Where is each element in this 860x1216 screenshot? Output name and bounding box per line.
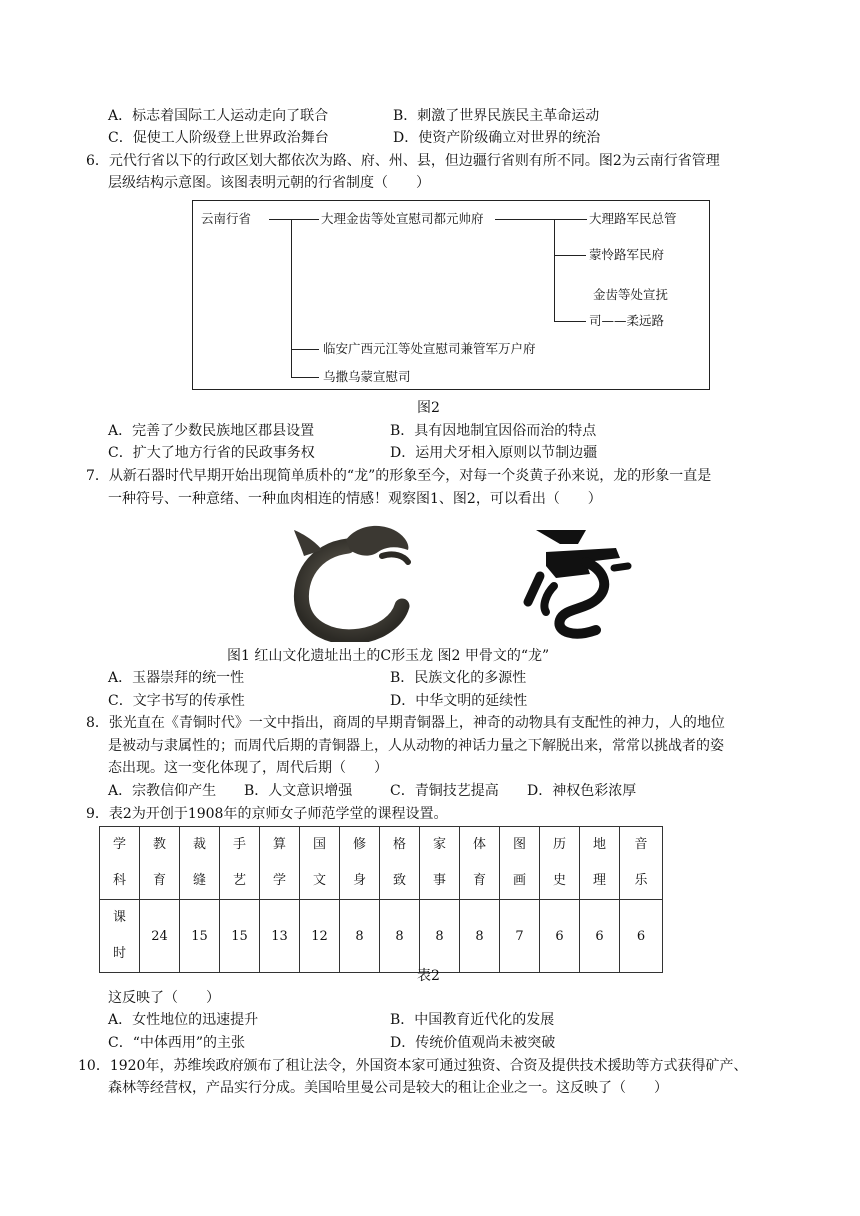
q6-option-c: C．扩大了地方行省的民政事务权 bbox=[108, 445, 315, 461]
table-header-cell: 国 文 bbox=[300, 827, 340, 900]
node-n1a: 大理路军民总管 bbox=[589, 211, 677, 226]
q10-stem-line1: 10．1920年，苏维埃政府颁布了租让法令，外国资本家可通过独资、合资及提供技术援助等方式获得矿产、 bbox=[78, 1058, 748, 1074]
q5-option-c: C．促使工人阶级登上世界政治舞台 bbox=[108, 130, 329, 146]
table-caption: 表2 bbox=[417, 968, 440, 984]
q9-option-a: A．女性地位的迅速提升 bbox=[108, 1012, 259, 1028]
q7-option-c: C．文字书写的传承性 bbox=[108, 693, 245, 709]
q5-option-d: D．使资产阶级确立对世界的统治 bbox=[393, 130, 601, 146]
q8-stem-line2: 是被动与隶属性的；而周代后期的青铜器上，人从动物的神话力量之下解脱出来，常常以挑战者的姿 bbox=[108, 738, 724, 754]
node-n1b: 蒙怜路军民府 bbox=[589, 247, 665, 262]
table-cell: 8 bbox=[340, 900, 380, 973]
edge-line bbox=[269, 219, 319, 220]
table-header-cell: 算 学 bbox=[260, 827, 300, 900]
q8-option-d: D．神权色彩浓厚 bbox=[527, 783, 637, 799]
q7-option-a: A．玉器崇拜的统一性 bbox=[108, 670, 245, 686]
q9-stem: 9．表2为开创于1908年的京师女子师范学堂的课程设置。 bbox=[86, 806, 448, 822]
table-header-cell: 体 育 bbox=[460, 827, 500, 900]
table-cell: 12 bbox=[300, 900, 340, 973]
table-header-cell: 格 致 bbox=[380, 827, 420, 900]
q6-stem-line2: 层级结构示意图。该图表明元朝的行省制度（ ） bbox=[108, 175, 430, 191]
table-row-label: 课 时 bbox=[100, 900, 140, 973]
table-header-cell: 教 育 bbox=[140, 827, 180, 900]
q9-option-c: C．“中体西用”的主张 bbox=[108, 1035, 246, 1051]
node-n2: 临安广西元江等处宣慰司兼管军万户府 bbox=[323, 341, 536, 356]
figures-caption: 图1 红山文化遗址出土的C形玉龙 图2 甲骨文的“龙” bbox=[227, 648, 550, 664]
table-cell: 8 bbox=[380, 900, 420, 973]
edge-line bbox=[554, 255, 586, 256]
oracle-bone-dragon-image bbox=[516, 516, 640, 644]
table-cell: 7 bbox=[500, 900, 540, 973]
table-cell: 6 bbox=[620, 900, 663, 973]
q10-stem-line2: 森林等经营权，产品实行分成。美国哈里曼公司是较大的租让企业之一。这反映了（ ） bbox=[108, 1080, 668, 1096]
table-cell: 13 bbox=[260, 900, 300, 973]
q9-option-d: D．传统价值观尚未被突破 bbox=[390, 1035, 556, 1051]
figure-caption: 图2 bbox=[417, 400, 440, 416]
q6-stem-line1: 6．元代行省以下的行政区划大都依次为路、府、州、县，但边疆行省则有所不同。图2为云南行省管理 bbox=[86, 153, 720, 169]
table-header-cell: 修 身 bbox=[340, 827, 380, 900]
q8-stem-line1: 8．张光直在《青铜时代》一文中指出，商周的早期青铜器上，神奇的动物具有支配性的神力，人的地位 bbox=[86, 715, 725, 731]
table-cell: 8 bbox=[420, 900, 460, 973]
yunnan-hierarchy-diagram bbox=[192, 200, 710, 390]
q8-option-b: B．人文意识增强 bbox=[244, 783, 353, 799]
edge-line bbox=[291, 219, 292, 377]
edge-line bbox=[291, 349, 319, 350]
table-header-cell: 历 史 bbox=[540, 827, 580, 900]
q8-stem-line3: 态出现。这一变化体现了，周代后期（ ） bbox=[108, 760, 388, 776]
table-row bbox=[100, 900, 663, 973]
jade-dragon-image bbox=[286, 516, 426, 642]
q5-option-a: A．标志着国际工人运动走向了联合 bbox=[108, 108, 329, 124]
table-header-cell: 音 乐 bbox=[620, 827, 663, 900]
table-header-cell: 图 画 bbox=[500, 827, 540, 900]
node-root: 云南行省 bbox=[201, 211, 252, 226]
table-cell: 15 bbox=[220, 900, 260, 973]
table-header-cell: 学 科 bbox=[100, 827, 140, 900]
q7-option-b: B．民族文化的多源性 bbox=[390, 670, 527, 686]
q7-option-d: D．中华文明的延续性 bbox=[390, 693, 528, 709]
table-header-cell: 地 理 bbox=[580, 827, 620, 900]
node-n1c-line1: 金齿等处宣抚 bbox=[593, 287, 669, 302]
edge-line bbox=[495, 219, 587, 220]
q6-option-d: D．运用犬牙相入原则以节制边疆 bbox=[390, 445, 598, 461]
q6-option-b: B．具有因地制宜因俗而治的特点 bbox=[390, 423, 597, 439]
edge-line bbox=[554, 219, 555, 321]
q9-question: 这反映了（ ） bbox=[108, 990, 220, 1006]
edge-line bbox=[291, 377, 319, 378]
q8-option-a: A．宗教信仰产生 bbox=[108, 783, 217, 799]
table-header-cell: 手 艺 bbox=[220, 827, 260, 900]
node-n1: 大理金齿等处宣慰司都元帅府 bbox=[321, 211, 484, 226]
q8-option-c: C．青铜技艺提高 bbox=[390, 783, 499, 799]
q6-option-a: A．完善了少数民族地区郡县设置 bbox=[108, 423, 315, 439]
edge-line bbox=[554, 321, 586, 322]
table-header-cell: 家 事 bbox=[420, 827, 460, 900]
table-cell: 15 bbox=[180, 900, 220, 973]
table-cell: 6 bbox=[540, 900, 580, 973]
q9-option-b: B．中国教育近代化的发展 bbox=[390, 1012, 555, 1028]
node-n3: 乌撒乌蒙宣慰司 bbox=[323, 369, 411, 384]
table-header-cell: 裁 缝 bbox=[180, 827, 220, 900]
table-cell: 24 bbox=[140, 900, 180, 973]
course-schedule-table bbox=[99, 826, 663, 973]
table-cell: 8 bbox=[460, 900, 500, 973]
q7-stem-line2: 一种符号、一种意绪、一种血肉相连的情感！观察图1、图2，可以看出（ ） bbox=[108, 491, 602, 507]
q5-option-b: B．刺激了世界民族民主革命运动 bbox=[393, 108, 600, 124]
table-cell: 6 bbox=[580, 900, 620, 973]
q7-stem-line1: 7．从新石器时代早期开始出现简单质朴的“龙”的形象至今，对每一个炎黄子孙来说，龙的形象一直是 bbox=[86, 468, 712, 484]
table-header-row bbox=[100, 827, 663, 900]
node-n1c-line2: 司——柔远路 bbox=[589, 313, 665, 328]
